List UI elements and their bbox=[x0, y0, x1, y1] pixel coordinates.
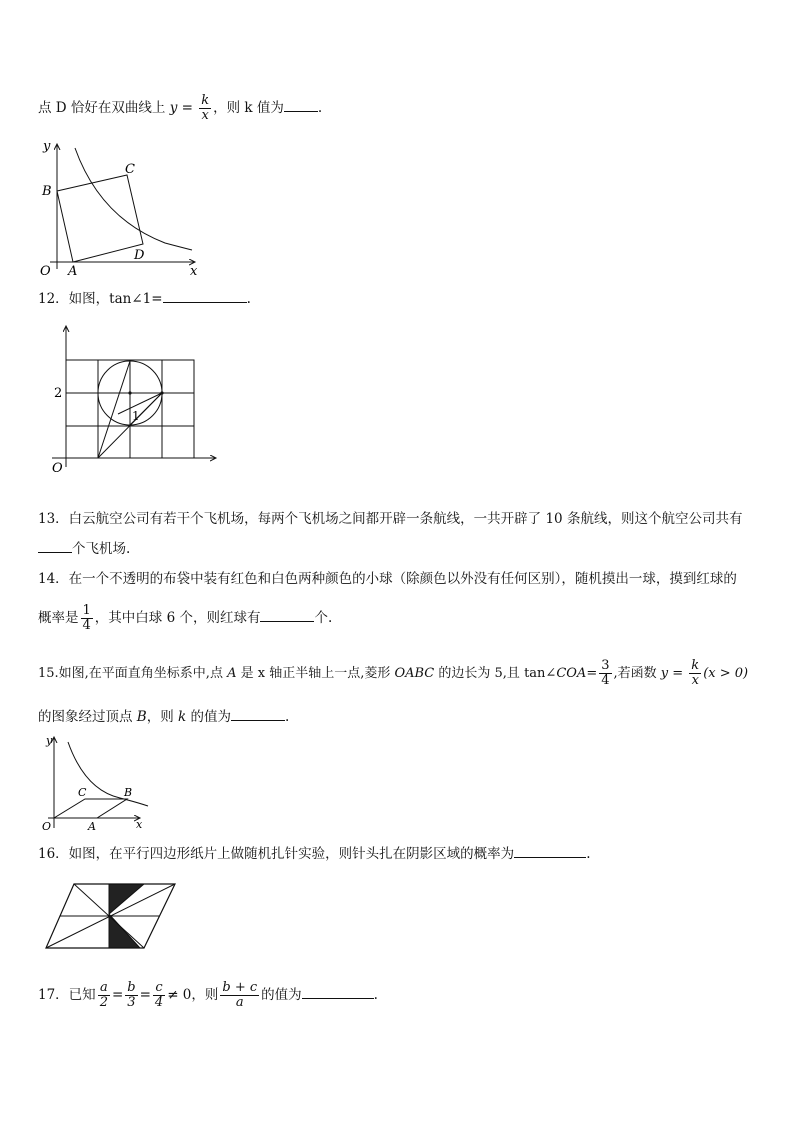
q17-line bbox=[38, 981, 378, 1010]
q12-line bbox=[38, 288, 251, 309]
q12-text: 12．如图，tan∠1= bbox=[38, 291, 163, 307]
figure-16 bbox=[44, 880, 178, 952]
fig11-label-B: B bbox=[42, 184, 52, 199]
q17-f2-num: b bbox=[127, 980, 136, 995]
q14-frac-den: 4 bbox=[82, 618, 91, 633]
fig11-label-C: C bbox=[125, 162, 135, 177]
fig15-label-x: x bbox=[136, 818, 143, 831]
q15-line2-b: ，则 bbox=[146, 709, 179, 725]
q15-fraction-1 bbox=[599, 659, 611, 688]
fig15-label-C: C bbox=[78, 786, 87, 799]
figure-15 bbox=[40, 732, 160, 834]
fig12-label-O: O bbox=[52, 461, 63, 476]
q17-answer-blank bbox=[302, 984, 374, 999]
q17-text-a: 17．已知 bbox=[38, 987, 96, 1003]
q15-t1: 15.如图,在平面直角坐标系中,点 bbox=[38, 666, 228, 681]
q15-B: B bbox=[136, 709, 147, 725]
q17-f2-den: 3 bbox=[127, 995, 136, 1010]
q12-answer-blank bbox=[163, 288, 247, 303]
q17-text-b: 的值为 bbox=[261, 987, 302, 1003]
fig11-label-x: x bbox=[190, 264, 198, 279]
q11-eq-lhs: y = bbox=[169, 100, 198, 116]
q15-OABC: OABC bbox=[394, 666, 435, 681]
q13-line2 bbox=[38, 538, 130, 559]
q17-eq2: = bbox=[139, 987, 151, 1003]
q15-t7: (x > 0) bbox=[703, 666, 749, 681]
q17-f3-num: c bbox=[155, 980, 163, 995]
fig11-label-A: A bbox=[68, 264, 78, 279]
q17-f1-den: 2 bbox=[99, 995, 108, 1010]
q15-end: . bbox=[285, 709, 290, 725]
q11-end: . bbox=[317, 100, 323, 116]
q17-eq1: = bbox=[111, 987, 124, 1003]
q14-text-1: 14．在一个不透明的布袋中装有红色和白色两种颜色的小球（除颜色以外没有任何区别），随机摸出一球，摸到红球的 bbox=[38, 571, 737, 587]
q11-text-a: 点 D 恰好在双曲线上 bbox=[38, 100, 170, 116]
q11-answer-blank bbox=[284, 97, 318, 112]
q17-f1-num: a bbox=[99, 980, 108, 995]
q14-end: 个. bbox=[314, 610, 333, 626]
q13-answer-blank bbox=[38, 538, 72, 553]
q13-text-2: 个飞机场. bbox=[72, 541, 131, 557]
fig15-label-A: A bbox=[88, 820, 96, 833]
fig15-rhombus bbox=[54, 799, 127, 818]
q15-t2: 是 x 轴正半轴上一点,菱形 bbox=[236, 666, 395, 681]
fig12-line-5 bbox=[118, 393, 162, 414]
fig15-label-O: O bbox=[42, 820, 52, 833]
q14-line2 bbox=[38, 604, 332, 633]
fig11-label-y: y bbox=[43, 139, 51, 154]
fig11-label-D: D bbox=[134, 248, 145, 263]
q17-neq: ≠ 0，则 bbox=[167, 987, 219, 1003]
q17-end: . bbox=[373, 987, 378, 1003]
q15-A: A bbox=[227, 666, 237, 681]
q15-t6: = bbox=[668, 666, 688, 681]
fig12-angle-label: 1 bbox=[132, 409, 140, 423]
q15-t5: ,若函数 bbox=[613, 666, 661, 681]
q15-line2 bbox=[38, 706, 289, 727]
q17-f4-num: b + c bbox=[222, 980, 258, 995]
q13-line1 bbox=[38, 509, 742, 529]
figure-12 bbox=[44, 322, 224, 474]
q15-frac2-num: k bbox=[691, 658, 700, 673]
q14-fraction bbox=[81, 604, 93, 633]
q14-text-b: ，其中白球 6 个，则红球有 bbox=[94, 610, 261, 626]
q15-fraction-2 bbox=[689, 659, 701, 688]
fig12-center-dot bbox=[128, 391, 131, 394]
figure-11 bbox=[30, 138, 210, 278]
q15-frac1-num: 3 bbox=[601, 658, 610, 673]
fig12-tick-2: 2 bbox=[54, 386, 63, 401]
q16-answer-blank bbox=[514, 843, 586, 858]
fig15-label-y: y bbox=[46, 734, 53, 747]
fig15-label-B: B bbox=[124, 786, 133, 799]
q11-fraction bbox=[199, 94, 211, 123]
fig16-shade-lower bbox=[109, 914, 140, 948]
q15-t3: 的边长为 5,且 tan∠ bbox=[434, 666, 557, 681]
q11-frac-num: k bbox=[201, 93, 210, 108]
q15-t4: = bbox=[586, 666, 598, 681]
q14-line1 bbox=[38, 569, 737, 589]
q15-answer-blank bbox=[231, 706, 285, 721]
q15-y: y bbox=[660, 666, 669, 681]
fig12-right-dot bbox=[160, 391, 163, 394]
q11-text-b: ，则 k 值为 bbox=[213, 100, 284, 116]
q11-frac-den: x bbox=[201, 108, 209, 123]
q15-frac2-den: x bbox=[691, 673, 699, 688]
q16-end: . bbox=[586, 846, 591, 862]
q15-COA: COA bbox=[556, 666, 587, 681]
fig11-label-O: O bbox=[40, 264, 51, 279]
q14-frac-num: 1 bbox=[82, 603, 91, 618]
q16-line bbox=[38, 843, 590, 864]
q14-text-a: 概率是 bbox=[38, 610, 79, 626]
q17-fraction-d bbox=[220, 981, 259, 1010]
fig11-square bbox=[57, 175, 143, 262]
q16-text: 16．如图，在平行四边形纸片上做随机扎针实验，则针头扎在阴影区域的概率为 bbox=[38, 846, 515, 862]
q17-fraction-c bbox=[153, 981, 165, 1010]
fig16-shade-upper bbox=[109, 884, 144, 914]
q13-text-1: 13．白云航空公司有若干个飞机场，每两个飞机场之间都开辟一条航线，一共开辟了 10 条航线，则这个航空公司共有 bbox=[38, 511, 743, 527]
q15-k: k bbox=[178, 709, 187, 725]
q14-answer-blank bbox=[260, 607, 314, 622]
q15-line1 bbox=[38, 659, 748, 688]
q17-fraction-b bbox=[125, 981, 137, 1010]
q17-fraction-a bbox=[98, 981, 110, 1010]
q15-line2-a: 的图象经过顶点 bbox=[38, 709, 137, 725]
q17-f4-den: a bbox=[235, 995, 244, 1010]
q15-frac1-den: 4 bbox=[601, 673, 610, 688]
q15-line2-c: 的值为 bbox=[186, 709, 231, 725]
q12-end: . bbox=[246, 291, 251, 307]
q17-f3-den: 4 bbox=[154, 995, 164, 1010]
q11-line bbox=[38, 94, 322, 123]
